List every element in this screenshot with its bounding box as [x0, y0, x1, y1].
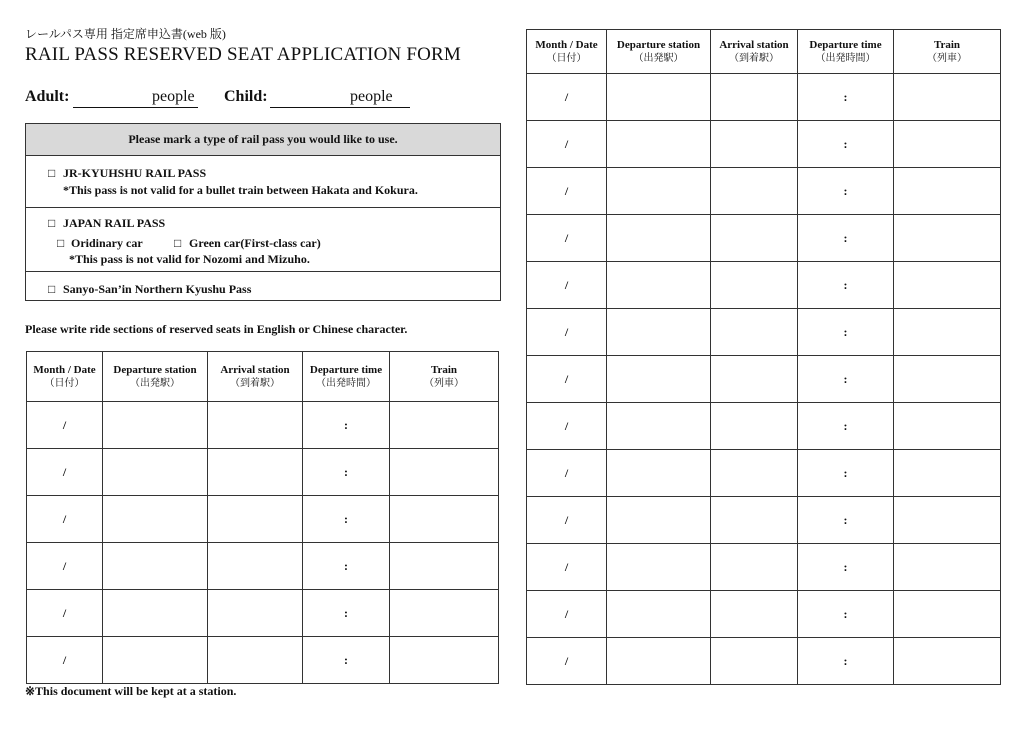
departure-station-cell[interactable]: [607, 309, 711, 356]
arrival-station-cell[interactable]: [208, 402, 303, 449]
table-row: [27, 637, 499, 684]
departure-time-cell[interactable]: :: [798, 591, 894, 638]
date-cell[interactable]: /: [27, 637, 103, 684]
date-cell[interactable]: /: [527, 638, 607, 685]
table-row: [27, 449, 499, 496]
train-cell[interactable]: [894, 74, 1001, 121]
japan-rail-note: *This pass is not valid for Nozomi and Mizuho.: [69, 252, 310, 266]
child-count-line[interactable]: [270, 107, 410, 108]
instruction-text: Please write ride sections of reserved seats in English or Chinese character.: [25, 322, 408, 336]
arrival-station-cell[interactable]: [711, 309, 798, 356]
departure-time-cell[interactable]: :: [798, 309, 894, 356]
departure-station-cell[interactable]: [103, 543, 208, 590]
checkbox-green-car[interactable]: □: [174, 236, 182, 250]
date-cell[interactable]: /: [27, 402, 103, 449]
train-cell[interactable]: [894, 262, 1001, 309]
ordinary-car-label: Oridinary car: [71, 236, 143, 250]
col-departure-time-label: Departure time: [309, 363, 383, 376]
departure-station-cell[interactable]: [103, 637, 208, 684]
arrival-station-cell[interactable]: [711, 262, 798, 309]
departure-station-cell[interactable]: [607, 403, 711, 450]
departure-station-cell[interactable]: [103, 402, 208, 449]
train-cell[interactable]: [390, 496, 499, 543]
train-cell[interactable]: [894, 403, 1001, 450]
table-row: [527, 215, 1001, 262]
table-row: [527, 638, 1001, 685]
reservation-table-right: [526, 29, 1001, 685]
arrival-station-cell[interactable]: [711, 74, 798, 121]
departure-station-cell[interactable]: [607, 262, 711, 309]
departure-station-cell[interactable]: [103, 590, 208, 637]
date-cell[interactable]: /: [527, 262, 607, 309]
table-header-row: [27, 352, 499, 402]
train-cell[interactable]: [390, 590, 499, 637]
arrival-station-cell[interactable]: [208, 449, 303, 496]
table-row: [27, 590, 499, 637]
arrival-station-cell[interactable]: [711, 215, 798, 262]
arrival-station-cell[interactable]: [711, 450, 798, 497]
jr-kyushu-label: JR-KYUHSHU RAIL PASS: [63, 166, 207, 180]
table-row: [527, 403, 1001, 450]
date-cell[interactable]: /: [27, 590, 103, 637]
table-row: [527, 262, 1001, 309]
train-cell[interactable]: [390, 543, 499, 590]
departure-station-cell[interactable]: [607, 544, 711, 591]
train-cell[interactable]: [390, 402, 499, 449]
train-cell[interactable]: [894, 450, 1001, 497]
departure-station-cell[interactable]: [607, 450, 711, 497]
form-subtitle-jp: レールパス専用 指定席申込書(web 版): [25, 27, 226, 41]
train-cell[interactable]: [894, 168, 1001, 215]
departure-station-cell[interactable]: [607, 168, 711, 215]
departure-time-cell[interactable]: :: [798, 450, 894, 497]
table-row: [527, 450, 1001, 497]
col-date-header: [27, 352, 103, 402]
table-row: [527, 591, 1001, 638]
col-date-header: [527, 30, 607, 74]
col-departure-time-label-jp: （出発時間）: [316, 377, 376, 389]
col-arrival-station-label: Arrival station: [220, 363, 290, 376]
departure-time-cell[interactable]: :: [303, 402, 390, 449]
departure-time-cell[interactable]: :: [303, 543, 390, 590]
table-row: [27, 543, 499, 590]
arrival-station-cell[interactable]: [208, 590, 303, 637]
departure-station-cell[interactable]: [607, 121, 711, 168]
arrival-station-cell[interactable]: [208, 496, 303, 543]
col-date-label-jp: （日付）: [44, 377, 85, 389]
table-row: [527, 74, 1001, 121]
col-departure-station-label: Departure station: [616, 38, 701, 51]
checkbox-jr-kyushu[interactable]: □: [48, 166, 56, 180]
arrival-station-cell[interactable]: [711, 356, 798, 403]
col-date-label: Month / Date: [33, 363, 96, 376]
table-row: [527, 544, 1001, 591]
departure-time-cell[interactable]: :: [798, 121, 894, 168]
table-row: [527, 497, 1001, 544]
option-sanyo-sanin: [26, 272, 500, 303]
table-row: [527, 356, 1001, 403]
date-cell[interactable]: /: [527, 74, 607, 121]
departure-time-cell[interactable]: :: [303, 449, 390, 496]
departure-station-cell[interactable]: [607, 215, 711, 262]
col-departure-station-label-jp: （出発駅）: [130, 377, 180, 389]
departure-station-cell[interactable]: [103, 449, 208, 496]
departure-station-cell[interactable]: [607, 591, 711, 638]
col-train-header: [894, 30, 1001, 74]
train-cell[interactable]: [894, 121, 1001, 168]
col-date-label-jp: （日付）: [546, 52, 587, 64]
col-departure-station-label: Departure station: [113, 363, 197, 376]
date-cell[interactable]: /: [27, 543, 103, 590]
date-cell[interactable]: /: [527, 497, 607, 544]
departure-time-cell[interactable]: :: [798, 215, 894, 262]
col-arrival-station-label: Arrival station: [719, 38, 789, 51]
date-cell[interactable]: /: [527, 450, 607, 497]
col-departure-time-label: Departure time: [809, 38, 882, 51]
departure-time-cell[interactable]: :: [798, 168, 894, 215]
train-cell[interactable]: [894, 591, 1001, 638]
table-row: [27, 402, 499, 449]
checkbox-ordinary-car[interactable]: □: [57, 236, 65, 250]
departure-time-cell[interactable]: :: [798, 262, 894, 309]
date-cell[interactable]: /: [527, 544, 607, 591]
departure-time-cell[interactable]: :: [303, 590, 390, 637]
pass-type-section: [25, 123, 501, 301]
date-cell[interactable]: /: [527, 121, 607, 168]
train-cell[interactable]: [894, 309, 1001, 356]
train-cell[interactable]: [390, 449, 499, 496]
arrival-station-cell[interactable]: [711, 591, 798, 638]
table-row: [527, 168, 1001, 215]
arrival-station-cell[interactable]: [711, 121, 798, 168]
train-cell[interactable]: [894, 544, 1001, 591]
table-header-row: [527, 30, 1001, 74]
form-title: RAIL PASS RESERVED SEAT APPLICATION FORM: [25, 44, 462, 65]
col-departure-time-header: [303, 352, 390, 402]
japan-rail-label: JAPAN RAIL PASS: [63, 216, 166, 230]
footer-note: ※This document will be kept at a station.: [25, 684, 237, 698]
col-train-label: Train: [933, 38, 961, 51]
departure-time-cell[interactable]: :: [798, 356, 894, 403]
arrival-station-cell[interactable]: [711, 403, 798, 450]
passenger-counts: [25, 88, 410, 108]
adult-label: Adult:: [25, 88, 70, 105]
col-arrival-station-label-jp: （到着駅）: [230, 377, 280, 389]
arrival-station-cell[interactable]: [208, 637, 303, 684]
train-cell[interactable]: [390, 637, 499, 684]
child-unit: people: [350, 88, 393, 105]
departure-time-cell[interactable]: :: [303, 496, 390, 543]
departure-time-cell[interactable]: :: [798, 638, 894, 685]
departure-time-cell[interactable]: :: [798, 74, 894, 121]
jr-kyushu-note: *This pass is not valid for a bullet train between Hakata and Kokura.: [63, 183, 418, 197]
arrival-station-cell[interactable]: [711, 638, 798, 685]
table-row: [527, 121, 1001, 168]
child-label: Child:: [224, 88, 268, 105]
green-car-label: Green car(First-class car): [189, 236, 321, 250]
date-cell[interactable]: /: [527, 309, 607, 356]
date-cell[interactable]: /: [527, 168, 607, 215]
arrival-station-cell[interactable]: [711, 497, 798, 544]
col-departure-time-label-jp: （出発時間）: [815, 52, 876, 64]
reservation-table-left: [26, 351, 499, 684]
col-train-label-jp: （列車）: [424, 377, 464, 389]
departure-time-cell[interactable]: :: [798, 403, 894, 450]
option-jr-kyushu: [26, 156, 500, 208]
col-departure-station-header: [103, 352, 208, 402]
col-arrival-station-header: [711, 30, 798, 74]
arrival-station-cell[interactable]: [711, 168, 798, 215]
col-departure-station-header: [607, 30, 711, 74]
date-cell[interactable]: /: [527, 356, 607, 403]
date-cell[interactable]: /: [527, 215, 607, 262]
col-train-header: [390, 352, 499, 402]
train-cell[interactable]: [894, 215, 1001, 262]
col-train-label-jp: （列車）: [927, 52, 967, 64]
departure-station-cell[interactable]: [607, 497, 711, 544]
departure-time-cell[interactable]: :: [798, 544, 894, 591]
col-departure-time-header: [798, 30, 894, 74]
train-cell[interactable]: [894, 638, 1001, 685]
departure-station-cell[interactable]: [607, 74, 711, 121]
col-date-label: Month / Date: [535, 38, 598, 51]
table-row: [27, 496, 499, 543]
departure-time-cell[interactable]: :: [798, 497, 894, 544]
checkbox-sanyo-sanin[interactable]: □: [48, 282, 56, 296]
departure-station-cell[interactable]: [607, 638, 711, 685]
train-cell[interactable]: [894, 356, 1001, 403]
departure-station-cell[interactable]: [607, 356, 711, 403]
option-japan-rail: [26, 208, 500, 272]
date-cell[interactable]: /: [527, 591, 607, 638]
col-arrival-station-header: [208, 352, 303, 402]
adult-unit: people: [152, 88, 195, 105]
col-departure-station-label-jp: （出発駅）: [633, 52, 684, 64]
departure-station-cell[interactable]: [103, 496, 208, 543]
sanyo-sanin-label: Sanyo-San’in Northern Kyushu Pass: [63, 282, 252, 296]
checkbox-japan-rail[interactable]: □: [48, 216, 56, 230]
col-arrival-station-label-jp: （到着駅）: [729, 52, 779, 64]
date-cell[interactable]: /: [27, 496, 103, 543]
arrival-station-cell[interactable]: [208, 543, 303, 590]
pass-section-header: Please mark a type of rail pass you would like to use.: [26, 124, 500, 156]
date-cell[interactable]: /: [27, 449, 103, 496]
arrival-station-cell[interactable]: [711, 544, 798, 591]
table-row: [527, 309, 1001, 356]
departure-time-cell[interactable]: :: [303, 637, 390, 684]
col-train-label: Train: [430, 363, 458, 376]
train-cell[interactable]: [894, 497, 1001, 544]
adult-count-line[interactable]: [73, 107, 198, 108]
date-cell[interactable]: /: [527, 403, 607, 450]
